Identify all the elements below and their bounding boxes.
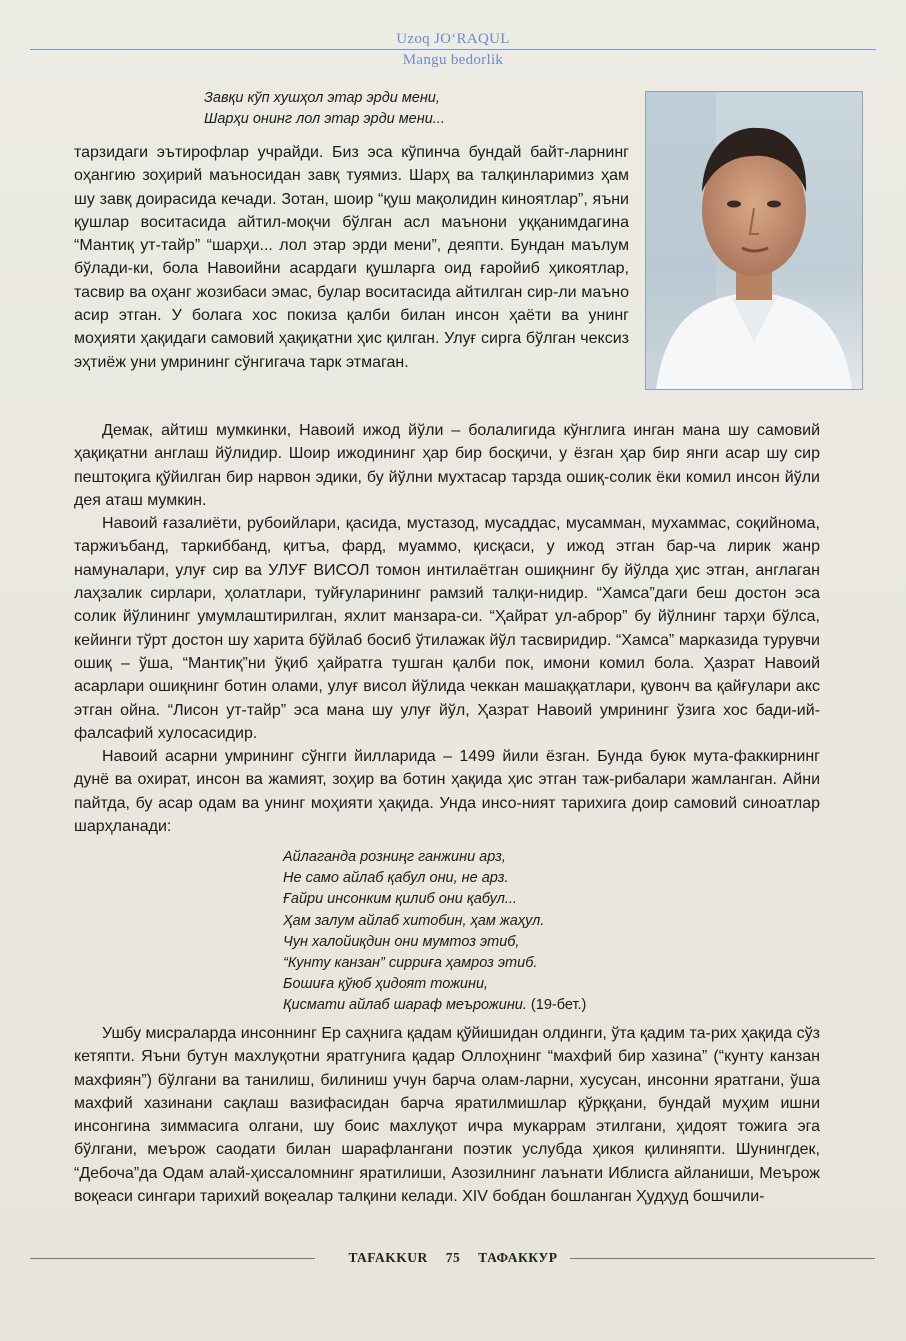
poem-line: Чун халойиқдин они мумтоз этиб, [283, 933, 520, 950]
text-column-top [74, 141, 629, 374]
portrait-photo-icon [646, 92, 862, 389]
poem-citation: (19-бет.) [526, 997, 587, 1014]
footer-journal-latin: TAFAKKUR [348, 1250, 428, 1265]
poem-line: Қисмати айлаб шараф меърожини. [283, 997, 527, 1014]
poem-line: Бошиға қўюб ҳидоят тожини, [283, 976, 489, 993]
text-column-main [74, 419, 820, 838]
page-number: 75 [445, 1250, 461, 1265]
author-portrait-photo [645, 91, 863, 390]
paragraph: Ушбу мисраларда инсоннинг Ер саҳнига қадам қўйишидан олдинги, ўта қадим та-рих ҳақида сўз кетяпти. Яъни бутун махлуқотни яратгунига қадар Оллоҳнинг “махфий бир хазина” (“кунту канзан махфиян”) бўлгани ва танилиш, билиниш учун барча олам-ларни, хусусан, инсонни яратгани, ўша махфий хазинани сақлаш вазифасидан барча яратилмишлар қўрққани, бундай муҳим ишни инсонгина зиммасига олгани, шу боис махлуқот ичра мукаррам этилгани, ҳидоят тожига эга бўлгани, меърож саодати билан шарафлангани поэтик услубда ҳикоя қилиняпти. Шунингдек, “Дебоча”да Одам алай-ҳиссаломнинг яратилиши, Азозилнинг лаънати Иблисга айланиши, Меърож воқеаси сингари тарихий воқеалар талқини келади. XIV бобдан бошланган Ҳудҳуд бошчили- [74, 1025, 820, 1206]
poem-quote [283, 847, 703, 1017]
paragraph: Навоий ғазалиёти, рубоийлари, қасида, мустазод, мусаддас, мусамман, мухаммас, соқийнома, таржиъбанд, таркиббанд, қитъа, фард, муаммо, қисқаси, у ижод этган бар-ча лирик жанр намуналари, улуғ сир ва УЛУҒ ВИСОЛ томон интилаётган ошиқнинг бу йўлда ҳис этган, англаган лаҳзалик сирлари, ҳолатлари, туйғуларининг рамзий талқи-нидир. “Хамса”даги беш достон эса солик йўлининг умумлаштирилган, яхлит манзара-си. “Ҳайрат ул-аброр” бу йўлнинг тарҳи бўлса, кейинги тўрт достон шу харита бўйлаб босиб ўтилажак йўл тасвиридир. “Хамса” марказида турувчи ошиқ – ўша, “Мантиқ”ни ўқиб ҳайратга тушган қалби пок, имони комил бола. Ҳазрат Навоий асарлари ошиқнинг ботин олами, улуғ висол йўлида чеккан машаққатлари, қувонч ва қайғулари акс этган ойна. “Лисон ут-тайр” эса мана шу улуғ йўл, Ҳазрат Навоий умрининг ўзига хос бади-ий-фалсафий хулосасидир. [74, 515, 820, 742]
running-header-author: Uzoq JO‘RAQUL [396, 31, 510, 47]
epigraph [204, 88, 624, 130]
poem-line: Айлаганда розниңг ганжини арз, [283, 849, 506, 865]
page-footer [0, 1250, 906, 1266]
poem-line: “Кунту канзан” сирриға ҳамроз этиб. [283, 955, 538, 972]
running-header-title: Mangu bedorlik [402, 52, 504, 68]
paragraph: тарзидаги эътирофлар учрайди. Биз эса кўпинча бундай байт-ларнинг оҳангию зоҳирий маъносидан завқ туямиз. Шарҳ ва талқинларимиз ҳам шу завқ доирасида кечади. Зотан, шоир “қуш мақолидин киноятлар”, яъни қушлар воситасида айтил-моқчи бўлган асл маънони уққанимдагина “Мантиқ ут-тайр” “шарҳи... лол этар эрди мени”, деяпти. Бундан маълум бўлади-ки, бола Навоийни асардаги қушларга оид ғаройиб ҳикоятлар, тасвир ва оҳанг жозибаси эмас, булар воситасида айтилган сир-ли маъно асир этган. У болага хос покиза қалби билан инсон ҳаёти ва унинг моҳияти ҳақидаги самовий ҳақиқатни ҳис қилган. Улуғ сирга бўлган чексиз эҳтиёж уни умрининг сўнгигача тарк этмаган. [74, 144, 629, 371]
poem-line: Ғайри инсонким қилиб они қабул... [283, 891, 517, 908]
paragraph: Навоий асарни умрининг сўнгги йилларида – 1499 йили ёзган. Бунда буюк мута-факкирнинг дунё ва охират, инсон ва жамият, зоҳир ва ботин ҳақида ҳис этган таж-рибалари жамланган. Айни пайтда, бу асар одам ва унинг моҳияти ҳақида. Унда инсо-ният тарихига доир самовий синоатлар шарҳланади: [74, 748, 820, 836]
epigraph-line: Завқи кўп хушҳол этар эрди мени, [204, 90, 440, 106]
poem-line: Ҳам залум айлаб хитобин, ҳам жаҳул. [283, 912, 545, 929]
epigraph-line: Шарҳи онинг лол этар эрди мени... [204, 111, 445, 127]
poem-last-line [283, 995, 703, 1016]
paragraph: Демак, айтиш мумкинки, Навоий ижод йўли – болалигида кўнглига инган мана шу самовий ҳақиқатни англаш йўлидир. Шоир ижодининг ҳар бир босқичи, у ёзган ҳар бир янги асар шу сир пештоқига қўйилган бир нарвон эдики, бу йўлни мухтасар тарзда ошиқ-солик ёки комил инсон йўли дея аташ мумкин. [74, 422, 820, 509]
footer-journal-cyrillic: ТАФАККУР [478, 1250, 558, 1265]
header-divider [30, 49, 876, 50]
poem-line: Не само айлаб қабул они, не арз. [283, 870, 509, 887]
text-column-bottom [74, 1022, 820, 1208]
